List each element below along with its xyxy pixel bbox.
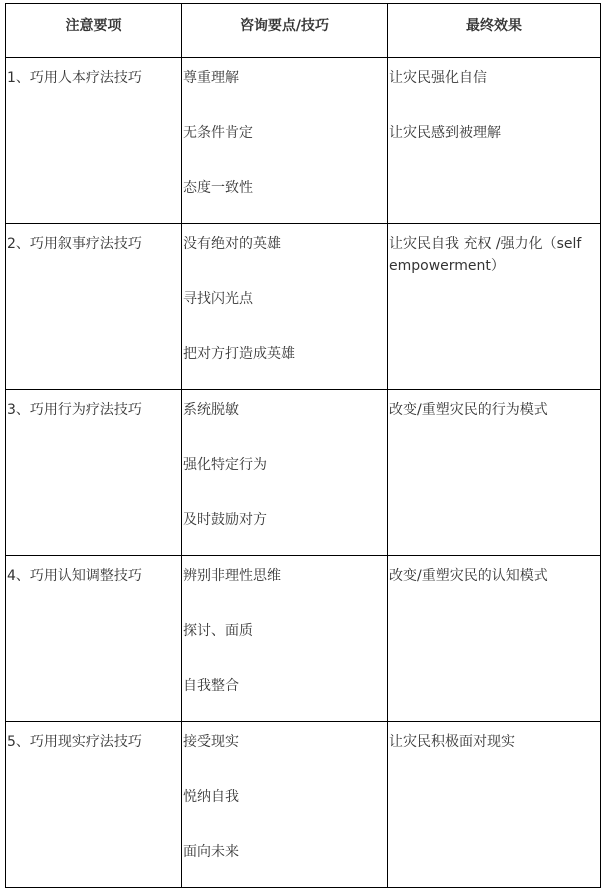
header-effect: 最终效果: [388, 4, 601, 58]
item-cell: [6, 556, 182, 722]
table-header-row: [6, 4, 601, 58]
table-row: [6, 722, 601, 888]
point-text: 无条件肯定: [183, 125, 253, 141]
effect-cell: [388, 722, 601, 888]
table-row: [6, 58, 601, 224]
point-text: 态度一致性: [183, 180, 253, 196]
point-text: 把对方打造成英雄: [183, 346, 295, 362]
effect-cell: [388, 390, 601, 556]
point-text: 尊重理解: [183, 70, 239, 86]
effect-text: 让灾民积极面对现实: [389, 734, 515, 750]
point-text: 寻找闪光点: [183, 291, 253, 307]
item-label: 4、巧用认知调整技巧: [7, 568, 142, 584]
effect-cell: [388, 58, 601, 224]
point-text: 没有绝对的英雄: [183, 236, 281, 252]
item-cell: [6, 224, 182, 390]
item-label: 1、巧用人本疗法技巧: [7, 70, 142, 86]
counseling-tips-table: [5, 3, 601, 888]
header-points: 咨询要点/技巧: [182, 4, 388, 58]
points-cell: [182, 722, 388, 888]
effect-text: 改变/重塑灾民的认知模式: [389, 568, 548, 584]
points-cell: [182, 390, 388, 556]
item-label: 5、巧用现实疗法技巧: [7, 734, 142, 750]
effect-text: 让灾民强化自信: [389, 70, 487, 86]
point-text: 系统脱敏: [183, 402, 239, 418]
item-cell: [6, 58, 182, 224]
point-text: 自我整合: [183, 678, 239, 694]
effect-text: 让灾民自我 充权 /强力化（self empowerment）: [389, 236, 582, 274]
points-cell: [182, 556, 388, 722]
item-label: 3、巧用行为疗法技巧: [7, 402, 142, 418]
point-text: 面向未来: [183, 844, 239, 860]
table-row: [6, 224, 601, 390]
point-text: 及时鼓励对方: [183, 512, 267, 528]
point-text: 强化特定行为: [183, 457, 267, 473]
effect-cell: [388, 224, 601, 390]
effect-cell: [388, 556, 601, 722]
point-text: 辨别非理性思维: [183, 568, 281, 584]
points-cell: [182, 224, 388, 390]
item-label: 2、巧用叙事疗法技巧: [7, 236, 142, 252]
item-cell: [6, 722, 182, 888]
table-row: [6, 556, 601, 722]
table-row: [6, 390, 601, 556]
header-item: 注意要项: [6, 4, 182, 58]
point-text: 探讨、面质: [183, 623, 253, 639]
item-cell: [6, 390, 182, 556]
points-cell: [182, 58, 388, 224]
point-text: 接受现实: [183, 734, 239, 750]
effect-text: 让灾民感到被理解: [389, 125, 501, 141]
point-text: 悦纳自我: [183, 789, 239, 805]
effect-text: 改变/重塑灾民的行为模式: [389, 402, 548, 418]
